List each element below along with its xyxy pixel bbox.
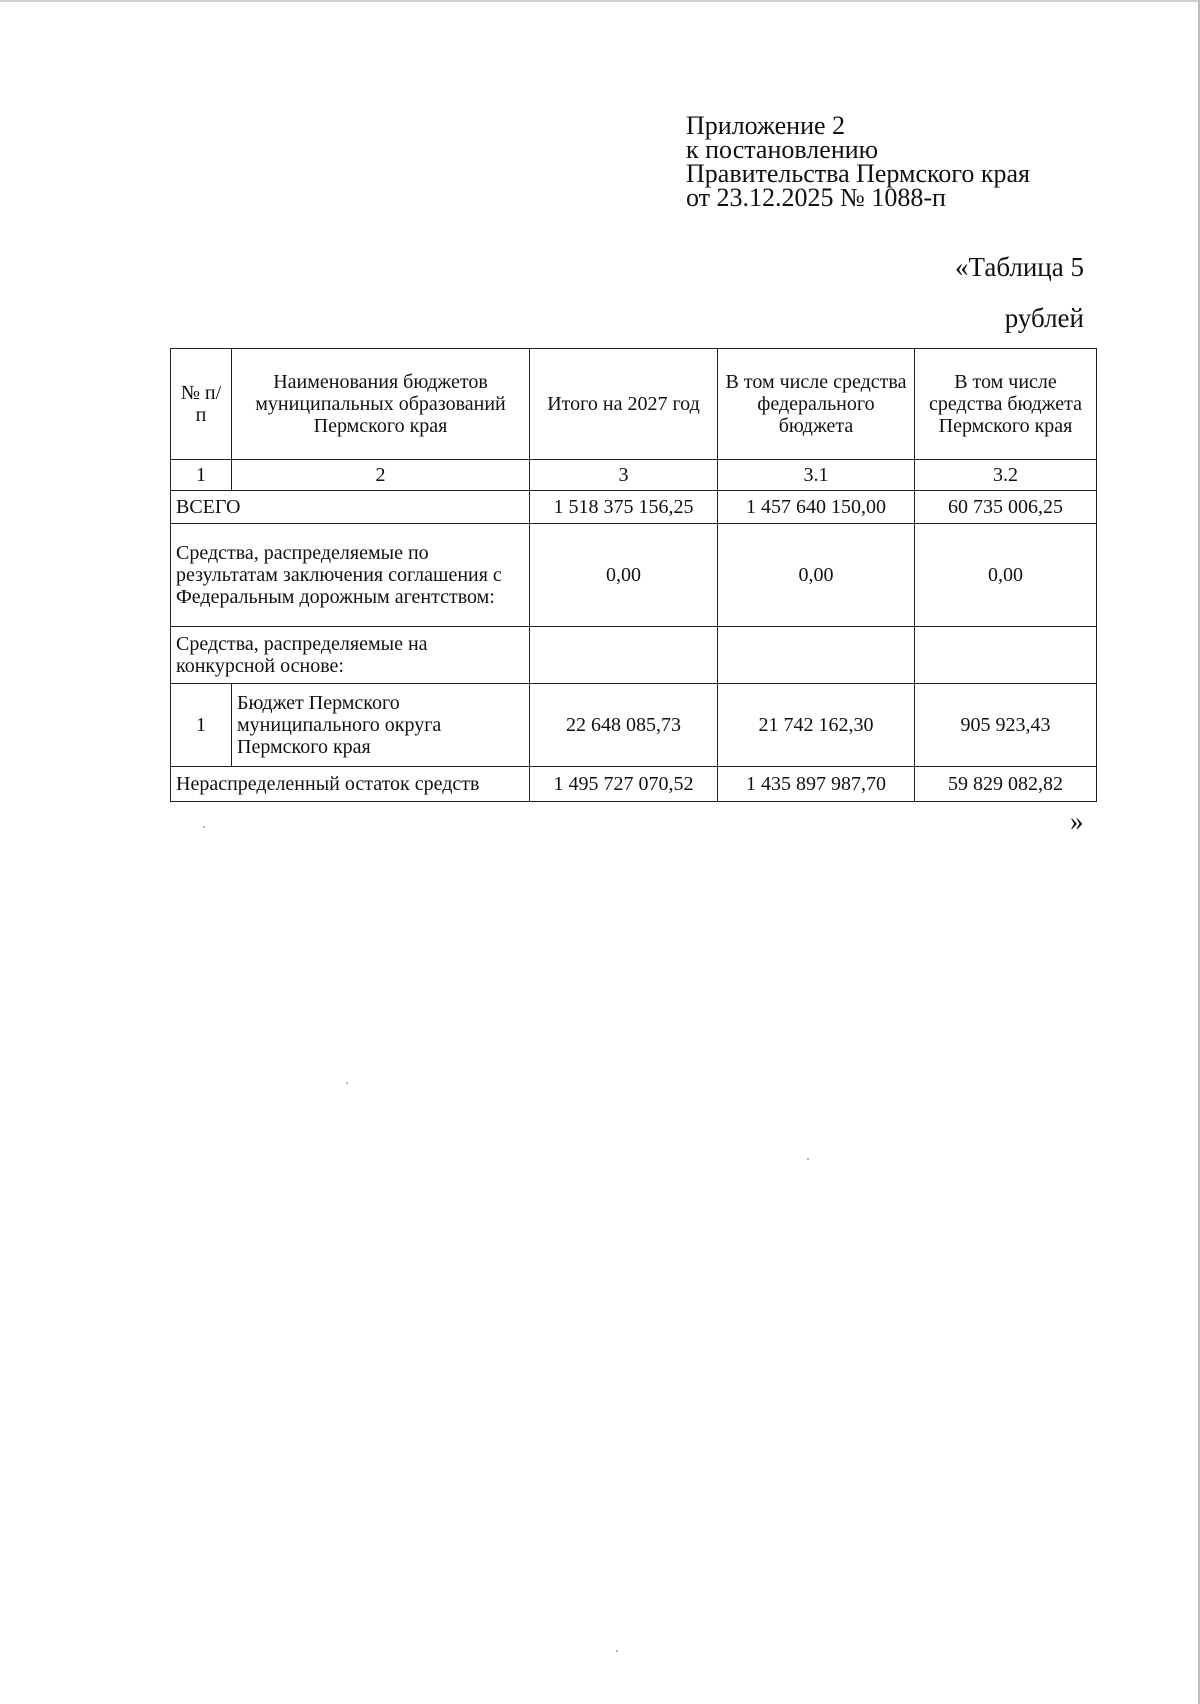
column-number: 3.2 bbox=[915, 460, 1097, 491]
competitive-label: Средства, распределяемые на конкурсной основе: bbox=[171, 627, 530, 684]
total-federal: 1 457 640 150,00 bbox=[718, 491, 915, 524]
scan-speck bbox=[616, 1650, 618, 1652]
row-name: Бюджет Пермского муниципального округа Пермского края bbox=[232, 684, 530, 767]
header-name: Наименования бюджетов муниципальных образований Пермского края bbox=[232, 349, 530, 460]
units-label: рублей bbox=[1004, 303, 1084, 333]
total-regional: 60 735 006,25 bbox=[915, 491, 1097, 524]
annex-line-4: от 23.12.2025 № 1088-п bbox=[686, 183, 946, 212]
closing-quote: » bbox=[1070, 806, 1084, 836]
annex-line-2: к постановлению bbox=[686, 135, 879, 164]
competitive-total-empty bbox=[530, 627, 718, 684]
undistributed-total: 1 495 727 070,52 bbox=[530, 767, 718, 802]
federal-agency-row bbox=[171, 524, 1097, 627]
competitive-federal-empty bbox=[718, 627, 915, 684]
annex-line-1: Приложение 2 bbox=[686, 111, 846, 140]
undistributed-label: Нераспределенный остаток средств bbox=[171, 767, 530, 802]
annex-header bbox=[686, 111, 1030, 212]
header-num: № п/п bbox=[171, 349, 232, 460]
table-label: «Таблица 5 bbox=[955, 252, 1084, 282]
federal-agency-federal: 0,00 bbox=[718, 524, 915, 627]
competitive-regional-empty bbox=[915, 627, 1097, 684]
scan-speck bbox=[346, 1082, 348, 1084]
annex-line-3: Правительства Пермского края bbox=[686, 159, 1030, 188]
header-federal: В том числе средства федерального бюджета bbox=[718, 349, 915, 460]
page-edge-top bbox=[0, 0, 1200, 2]
scan-speck bbox=[807, 1158, 809, 1160]
column-number-row bbox=[171, 460, 1097, 491]
scan-speck bbox=[203, 826, 205, 828]
header-total: Итого на 2027 год bbox=[530, 349, 718, 460]
undistributed-federal: 1 435 897 987,70 bbox=[718, 767, 915, 802]
row-regional: 905 923,43 bbox=[915, 684, 1097, 767]
competitive-row bbox=[171, 627, 1097, 684]
undistributed-regional: 59 829 082,82 bbox=[915, 767, 1097, 802]
row-federal: 21 742 162,30 bbox=[718, 684, 915, 767]
total-label: ВСЕГО bbox=[171, 491, 530, 524]
column-number: 3.1 bbox=[718, 460, 915, 491]
column-number: 1 bbox=[171, 460, 232, 491]
budget-table bbox=[170, 348, 1097, 802]
column-number: 3 bbox=[530, 460, 718, 491]
table-row bbox=[171, 684, 1097, 767]
federal-agency-total: 0,00 bbox=[530, 524, 718, 627]
row-total: 22 648 085,73 bbox=[530, 684, 718, 767]
column-number: 2 bbox=[232, 460, 530, 491]
federal-agency-label: Средства, распределяемые по результатам заключения соглашения с Федеральным дорожным агентством: bbox=[171, 524, 530, 627]
header-regional: В том числе средства бюджета Пермского края bbox=[915, 349, 1097, 460]
row-num: 1 bbox=[171, 684, 232, 767]
total-row bbox=[171, 491, 1097, 524]
federal-agency-regional: 0,00 bbox=[915, 524, 1097, 627]
undistributed-row bbox=[171, 767, 1097, 802]
table-header-row bbox=[171, 349, 1097, 460]
total-sum: 1 518 375 156,25 bbox=[530, 491, 718, 524]
